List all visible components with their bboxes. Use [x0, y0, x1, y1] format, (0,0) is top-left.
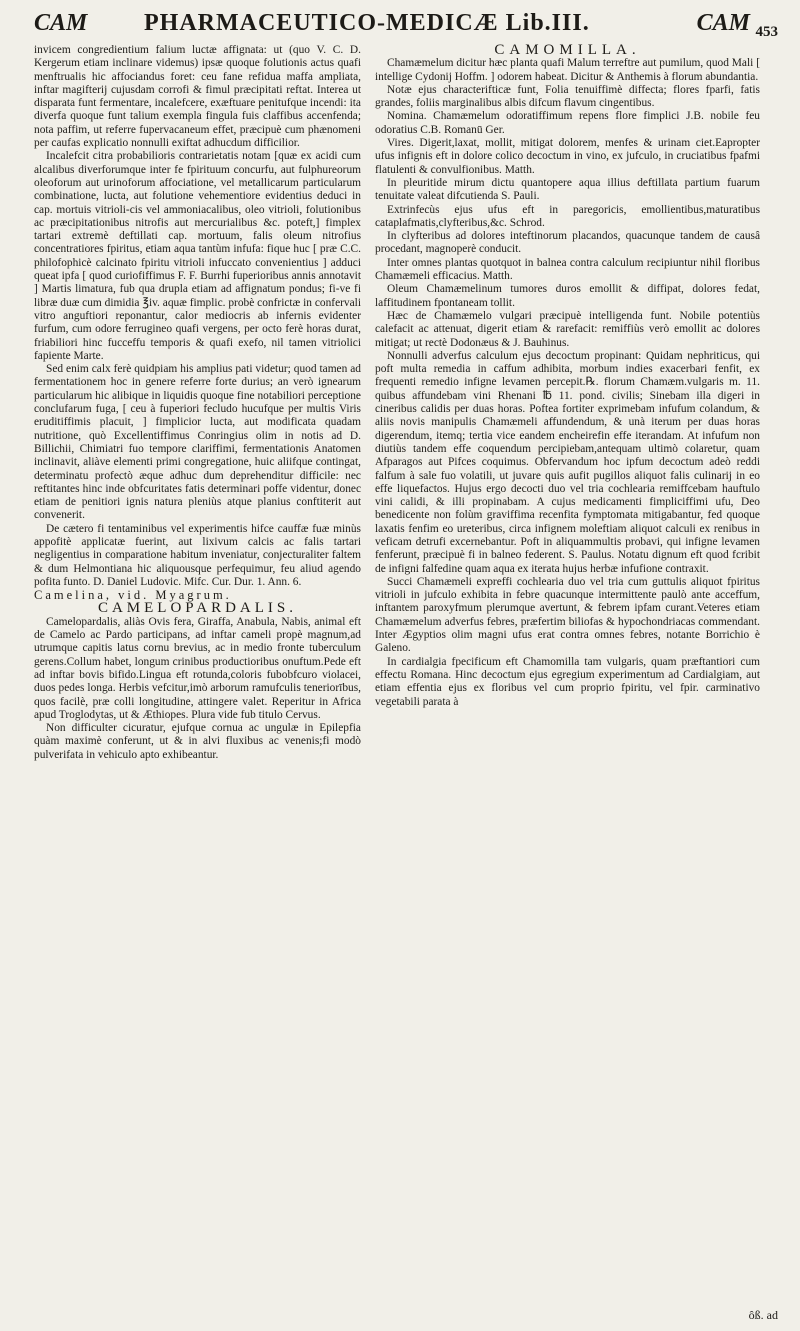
running-head-title: PHARMACEUTICO-MEDICÆ Lib.III.	[144, 10, 590, 36]
paragraph: Camelopardalis, aliàs Ovis fera, Giraffa, Anabula, Nabis, animal eft de Camelo ac Pardo participans, ad inftar cameli propè magnum,ad utrumque capitis latus cornu brevius, ac in medio fronte tuberculum gerens.Collum habet, longum crinibus productioribus onuftum.Pede eft ad inftar bovis bifido.Lingua eft rotunda,coloris fubobfcuro violacei, duos pedes longa. Herbis vefcitur,imò arborum ramufculis teneriorībus, quos facilè, præ colli longitudine, attingere valet. Reperitur in Africa apud Troglodytas, ut & Æthiopes. Plura vide fub titulo Cervus.	[34, 615, 361, 721]
paragraph: Oleum Chamæmelinum tumores duros emollit & diffipat, dolores fedat, laffitudinem fpontaneam tollit.	[375, 283, 760, 309]
paragraph: In cardialgia fpecificum eft Chamomilla tam vulgaris, quam præftantiori cum effectu Romana. Hinc decoctum ejus egregium experimentum ad Cardialgiam, aut etiam effentia ejus ex floribus vel cum proprio fpiritu, vel fpir. carminativo vegetabili parata à	[375, 655, 760, 708]
paragraph: Nomina. Chamæmelum odoratiffimum repens flore fimplici J.B. nobile feu odoratius C.B. Romanū Ger.	[375, 110, 760, 136]
entry-heading: CAMOMILLA.	[494, 44, 641, 58]
running-head-right: CAM	[696, 10, 750, 36]
paragraph: In pleuritide mirum dictu quantopere aqua illius deftillata partium fuarum tenuitate valeat difcutienda S. Pauli.	[375, 176, 760, 203]
paragraph: Incalefcit citra probabilioris contrarietatis notam [quæ ex acidi cum alcalibus diverforumque inter fe fpirituum concurfu, aut fulphureorum oleoforum aut urinoforum affociatione, vel metallicarum particularum combinatione, lucta, aut folutione vehementiore evidentius deduci in cap. mortuis vitrioli-cis vel ammoniacalibus, oleo vitrioli, folutionibus ac præcipitationibus nitrofis aut mercurialibus &c. poteft,] fimplex tartari extremè deftillati cap. mortuum, falis oleum nitrofius concentratiores fpiritus, etiam aqua tantùm infufa: fique huc [ præ C.C. philofophicè calcinato fpiritu vitrioli infuccato convenientius ] adduci queat ipfa [ quod curiofiffimus F. F. Burrhi fuperioribus annis annotavit ] Martis limatura, fub qua drupla etiam ad affignatum pondus; fi-ve fi libræ duæ cum dimidia ℥iv. aquæ fimplic. probè confrictæ in confervali vitro anguftiori reponantur, calor mediocris ab infernis evidenter furfum, cum odore ferrugineo quafi vergens, per octo ferè horas durat, friabiliori hinc fucceffu temporis & quafi exefo, nil tamen vitriolici fapiente Marte.	[34, 150, 361, 362]
paragraph: Sed enim calx ferè quidpiam his amplius pati videtur; quod tamen ad fermentationem hoc in genere referre forte durius; an verò ignearum particularum hic alibique in liquidis quoque fine notabiliori perceptione conclufarum fuga, [ ceu à fuperiori fecludo hucufque per multis Viris eruditiffimis placuit, ] fimplicior lucta, aut modificata quadam nutritione, quò Excellentiffimus Conringius olim in notis ad D. Billichii, Chimiatri fuo tempore clariffimi, fermentationis Anatomen inclinavit, aliàve elementi primi congregatione, huic aliifque contingat, determinatu profectò æque adhuc dum deprehenditur difficile: nec reftitantes hinc inde obfcuritates fatis determinari poffe videntur, donec etiam de penitiori ignis natura pleniùs atque planius conftiterit aut convenerit.	[34, 363, 361, 522]
running-head	[34, 10, 778, 40]
paragraph: Vires. Digerit,laxat, mollit, mitigat dolorem, menfes & urinam ciet.Eapropter ufus infignis eft in dolore colico decoctum in vino, ex jufculo, in cruciatibus fpafmi flatulenti & convulfionibus. Matth.	[375, 137, 760, 176]
paragraph: Chamæmelum dicitur hæc planta quafi Malum terreftre aut pumilum, quod Mali [ intellige Cydonij Hoffm. ] odorem habeat. Dicitur & Anthemis à florum abundantia.	[375, 57, 760, 83]
paragraph: Notæ ejus characterifticæ funt, Folia tenuiffimè diffecta; flores fparfi, fatis grandes, foliis marginalibus albis difcum flavum cingentibus.	[375, 83, 760, 110]
header-rule	[34, 41, 778, 42]
paragraph: Inter omnes plantas quotquot in balnea contra calculum recipiuntur nihil floribus Chamæmeli efficacius. Matth.	[375, 256, 760, 283]
paragraph: Hæc de Chamæmelo vulgari præcipuè intelligenda funt. Nobile potentiùs calefacit ac attenuat, digerit etiam & rarefacit: remiffiùs verò emollit ac dolores mitigat; ut rectè Dodonæus & J. Bauhinus.	[375, 309, 760, 349]
running-head-left: CAM	[34, 10, 88, 36]
catchword: ôß. ad	[748, 1308, 778, 1322]
page-number: 453	[755, 24, 778, 40]
paragraph: Nonnulli adverfus calculum ejus decoctum propinant: Quidam nephriticus, qui poft multa remedia in caffum adhibita, morbum indies exacerbari fenfit, ex frequenti remedio infigne levamen percepit.℞. florum Chamæm.vulgaris m. 11. quibus affundebam vini Rhenani ℔ 11. pond. civilis; Sinebam illa digeri in cineribus calidis per duas horas. Poftea fortiter exprimebam infufum colandum, & aliis novis manipulis Chamæmeli affundendum, & unà iterum per duas horas digerendum, itemq; tertia vice eandem encheirefin effe iterandam. At infufum non diutiùs tandem effe coquendum percipiebam,antequam ultimò colaretur, quam Afparagos aut Pifces coquimus. Obfervandum hoc ipfum decoctum adeò reddi falfum à sale fuo volatili, ut juvare quis aufit pugillos aliquot falis culinarij in eo effe liquefactos. Hujus ergo decocti duo vel tria cochlearia remiffcebam hauftulo vini calidi, & illi propinabam. A cujus medicamenti fimpliciffimi ufu, Deo benedicente non folùm graviffima recenfita fymptomata mitigabantur, fed quoque laxatis fenfim eo ureteribus, circa infignem moleftiam aliquot calculi ex renibus in veficam detrufi excernebantur. Poft in aliquammultis probavi, qui infigne levamen fenferunt, præcipuè fi in balneo federent. S. Paulus. Notatu dignum eft quod fcribit de infigni falfedine quam aqua ex iterata hujus herbæ infufione contraxit.	[375, 349, 760, 575]
right-column	[375, 44, 760, 1324]
left-column	[34, 44, 361, 1324]
entry-heading: CAMELOPARDALIS.	[97, 600, 298, 617]
paragraph: Non difficulter cicuratur, ejufque cornua ac ungulæ in Epilepfia quàm maximè conferunt, ut & in alvi fluxibus ac venenis;fi modò pulverifata in vehiculo apto exhibeantur.	[34, 722, 361, 761]
paragraph: De cætero fi tentaminibus vel experimentis hifce cauffæ fuæ minùs appofitè applicatæ fuerint, aut lixivum calcis ac falis tartari negligentius in comparatione habitum inveniatur, conjecturaliter faltem & dum Helmontiana hic aliquousque perfequimur, feu aliud agendo pofita funto. D. Daniel Ludovic. Mifc. Cur. Dur. 1. Ann. 6.	[34, 522, 361, 588]
paragraph: Extrinfecùs ejus ufus eft in paregoricis, emollientibus,maturatibus cataplafmatis,clyfteribus,&c. Schrod.	[375, 203, 760, 229]
paragraph: invicem congredientium falium luctæ affignata: ut (quo V. C. D. Kergerum etiam inclinare videmus) ipsæ quoque folutionis actus quafi menftrualis hic affociandus foret: ceu fane refidua maffa ampliata, inftar magifterij cujusdam corrofi & fimul præcipitati reftat. Interea ut disparata funt fermentare, incalefcere, exæftuare penitufque incendi: ita diverfa quoque funt talium exempla fingula fuis claffibus accenfenda; nota paffim, ut referre fupervacaneum effet, præcipuè cum phænomeni per caufas explicatio nonnulli exiftat adhucdum difficilior.	[34, 44, 361, 150]
paragraph: In clyfteribus ad dolores inteftinorum placandos, quacunque tandem de causâ procedant, magnoperè conducit.	[375, 230, 760, 256]
cross-reference: Camelina, vid. Myagrum.	[34, 588, 232, 603]
paragraph: Succi Chamæmeli expreffi cochlearia duo vel tria cum guttulis aliquot fpiritus vitrioli in jufculo exhibita in febre quacunque intermittente paulò ante acceffum, inftantem paroxyfmum plerumque avertunt, & febrem ipfam curant.Veteres etiam Chamæmelum adverfus febres, præfertim biliofas & hypochondriacas commendant. Inter Ægyptios olim magni ufus erat contra omnes febres, notante Borrichio è Galeno.	[375, 575, 760, 655]
